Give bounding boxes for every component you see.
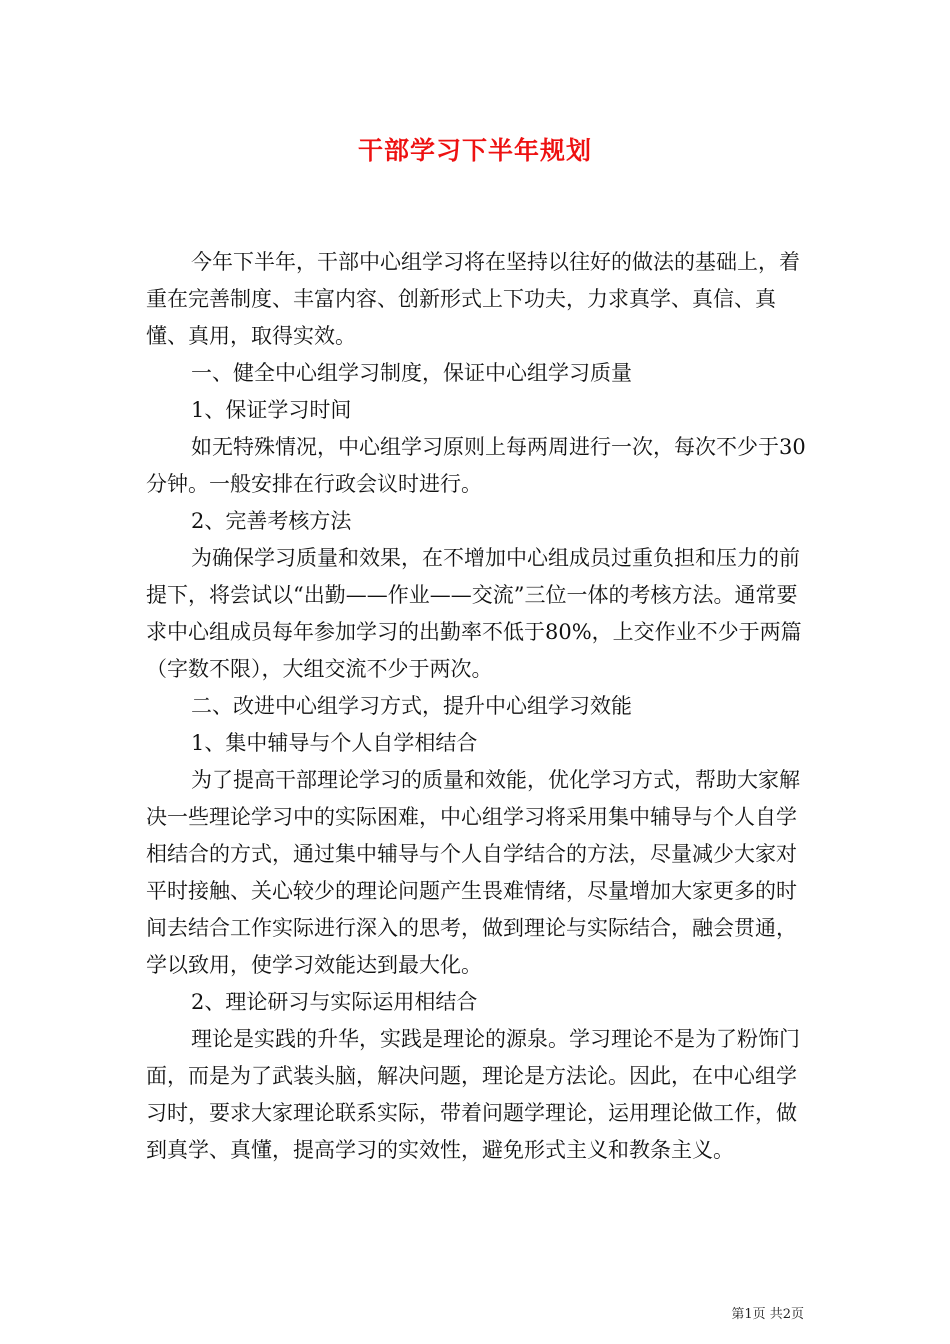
subheading-1-2: 2、完善考核方法 [191,509,352,533]
paragraph-2-2: 理论是实践的升华，实践是理论的源泉。学习理论不是为了粉饰门面，而是为了武装头脑，解决问题，理论是方法论。因此，在中心组学习时，要求大家理论联系实际，带着问题学理论，运用理论做工作，做到真学、真懂，提高学习的实效性，避免形式主义和教条主义。 [146,1027,800,1162]
paragraph-intro: 今年下半年，干部中心组学习将在坚持以往好的做法的基础上，着重在完善制度、丰富内容、创新形式上下功夫，力求真学、真信、真懂、真用，取得实效。 [146,250,800,348]
paragraph-1-2: 为确保学习质量和效果，在不增加中心组成员过重负担和压力的前提下，将尝试以“出勤——作业——交流”三位一体的考核方法。通常要求中心组成员每年参加学习的出勤率不低于80%，上交作业不少于两篇（字数不限），大组交流不少于两次。 [146,546,802,681]
section-heading-1: 一、健全中心组学习制度，保证中心组学习质量 [191,361,632,385]
document-body [146,244,808,1169]
paragraph-2-1: 为了提高干部理论学习的质量和效能，优化学习方式，帮助大家解决一些理论学习中的实际困难，中心组学习将采用集中辅导与个人自学相结合的方式，通过集中辅导与个人自学结合的方法，尽量减少大家对平时接触、关心较少的理论问题产生畏难情绪，尽量增加大家更多的时间去结合工作实际进行深入的思考，做到理论与实际结合，融会贯通，学以致用，使学习效能达到最大化。 [146,768,800,977]
subheading-2-2: 2、理论研习与实际运用相结合 [191,990,478,1014]
document-title: 干部学习下半年规划 [357,136,592,165]
section-heading-2: 二、改进中心组学习方式，提升中心组学习效能 [191,694,632,718]
subheading-2-1: 1、集中辅导与个人自学相结合 [191,731,478,755]
page-number: 第1页 共2页 [731,1307,804,1322]
subheading-1-1: 1、保证学习时间 [191,398,352,422]
paragraph-1-1: 如无特殊情况，中心组学习原则上每两周进行一次，每次不少于30分钟。一般安排在行政会议时进行。 [146,435,806,496]
